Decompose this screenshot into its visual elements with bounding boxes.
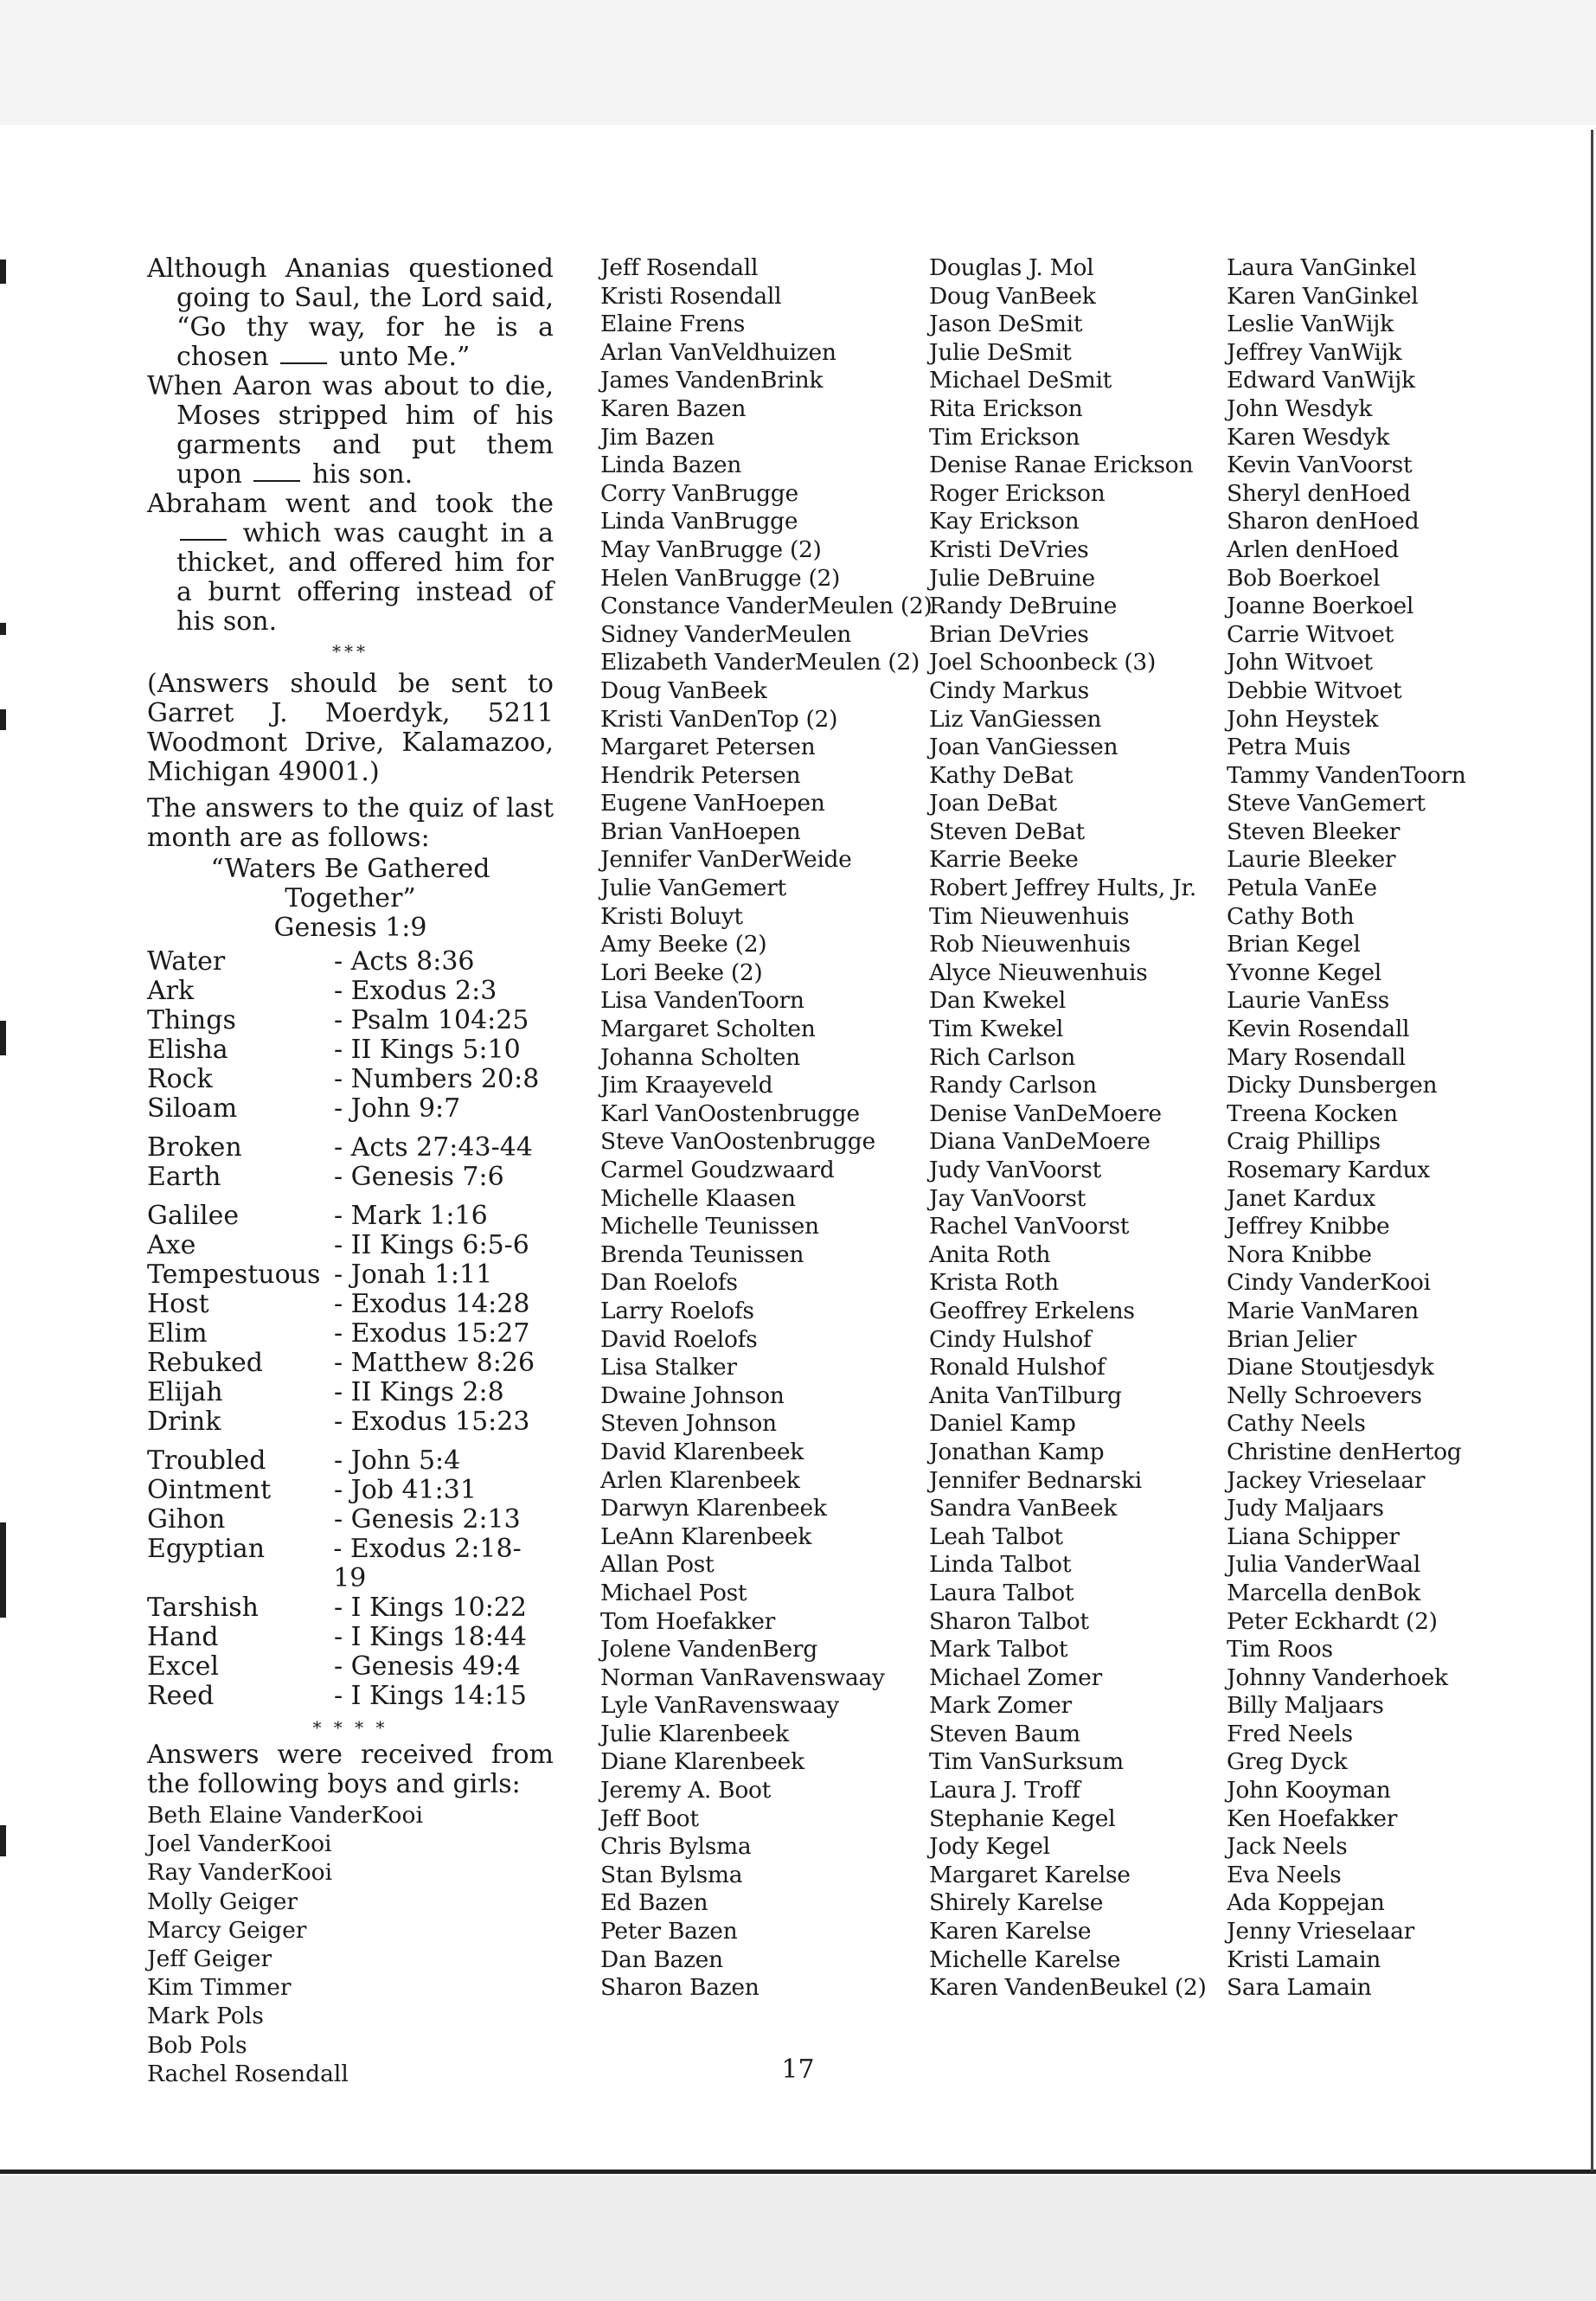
participant-name: Shirely Karelse [929, 1889, 1104, 1917]
participant-name: Kristi Boluyt [600, 902, 743, 930]
participant-name: Daniel Kamp [929, 1410, 1076, 1438]
participant-name: Rachel Rosendall [147, 2060, 349, 2087]
participant-name: Peter Bazen [600, 1918, 738, 1945]
participant-name: Michelle Karelse [929, 1945, 1121, 1973]
participant-name: Lori Beeke (2) [600, 958, 763, 986]
participant-name: Marie VanMaren [1227, 1297, 1419, 1324]
participant-name: Jeremy A. Boot [600, 1777, 771, 1804]
participant-name: Margaret Petersen [600, 734, 816, 761]
participant-name: Dicky Dunsbergen [1227, 1072, 1438, 1099]
participant-name: Steven Bleeker [1227, 817, 1401, 845]
participant-name: Kevin Rosendall [1227, 1016, 1410, 1043]
participant-name: Laura Talbot [929, 1579, 1074, 1606]
participant-name: Steven Johnson [600, 1410, 777, 1438]
participant-name: Amy Beeke (2) [600, 931, 767, 958]
answer-word: Reed [147, 1681, 215, 1711]
answer-word: Broken [147, 1132, 242, 1163]
participant-name: Christine denHertog [1227, 1438, 1462, 1465]
scan-edge-mark [0, 709, 6, 730]
answer-row [147, 1133, 554, 1163]
participant-name: LeAnn Klarenbeek [600, 1522, 812, 1550]
participant-name: Michael Zomer [929, 1663, 1102, 1691]
participant-name: Corry VanBrugge [600, 479, 798, 507]
participant-name: Marcy Geiger [147, 1916, 307, 1944]
participant-name: May VanBrugge (2) [600, 535, 822, 563]
answer-word: Galilee [147, 1201, 240, 1231]
participant-name: Eugene VanHoepen [600, 790, 825, 817]
participant-name: Cathy Both [1227, 902, 1355, 930]
participant-name: Carrie Witvoet [1227, 620, 1394, 648]
last-month-intro: The answers to the quiz of last month are as follows: [147, 793, 554, 853]
participant-name: John Heystek [1227, 705, 1379, 733]
participant-name: Lyle VanRavenswaay [600, 1692, 839, 1720]
participant-name: Brian DeVries [929, 620, 1089, 648]
answer-row [147, 1231, 554, 1260]
participant-name: Helen VanBrugge (2) [600, 564, 841, 592]
participant-name: Stan Bylsma [600, 1861, 743, 1888]
participant-name: Denise VanDeMoere [929, 1099, 1162, 1127]
participant-name: Jay VanVoorst [929, 1184, 1086, 1212]
quiz-title: “Waters Be Gathered Together” [210, 854, 490, 913]
answer-reference: - Exodus 15:23 [334, 1407, 530, 1437]
answer-row [147, 1682, 554, 1711]
participant-name: David Roelofs [600, 1325, 758, 1353]
participant-name: Jennifer VanDerWeide [600, 846, 852, 874]
separator-stars: *** [332, 641, 369, 662]
answer-reference: - I Kings 10:22 [334, 1593, 527, 1623]
participant-name: Marcella denBok [1227, 1579, 1420, 1606]
participant-name: Sara Lamain [1227, 1974, 1372, 2002]
participant-name: Nelly Schroevers [1227, 1381, 1422, 1409]
answer-word: Siloam [147, 1093, 238, 1124]
participant-name: Ronald Hulshof [929, 1354, 1106, 1381]
participant-name: Laurie Bleeker [1227, 846, 1396, 874]
quiz-question-2: When Aaron was about to die, Moses stripped him of his garments and put them upon his son. [147, 371, 554, 490]
answer-word: Elijah [147, 1377, 223, 1407]
participant-name: Karrie Beeke [929, 846, 1079, 874]
participant-name: Denise Ranae Erickson [929, 452, 1194, 479]
participant-name: Jason DeSmit [929, 311, 1083, 338]
participant-name: Randy Carlson [929, 1072, 1097, 1099]
participant-name: Jack Neels [1227, 1833, 1348, 1861]
participant-name: Ada Koppejan [1227, 1889, 1385, 1917]
answer-row [147, 1006, 554, 1035]
participant-name: Jody Kegel [929, 1833, 1050, 1861]
top-margin [0, 0, 1596, 125]
participant-name: Mark Pols [147, 2003, 264, 2030]
answer-reference: - Psalm 104:25 [334, 1005, 529, 1035]
participant-name: Linda VanBrugge [600, 508, 798, 535]
answer-word: Excel [147, 1651, 219, 1682]
participant-name: Chris Bylsma [600, 1833, 752, 1861]
participant-name: Randy DeBruine [929, 593, 1117, 620]
participant-name: John Witvoet [1227, 649, 1373, 676]
participant-name: Elaine Frens [600, 311, 746, 338]
participant-name: Doug VanBeek [600, 676, 767, 704]
bottom-margin [0, 2176, 1596, 2301]
participant-name: Geoffrey Erkelens [929, 1297, 1135, 1324]
participant-name: Diana VanDeMoere [929, 1128, 1151, 1156]
answer-row [147, 1623, 554, 1652]
participant-name: Rita Erickson [929, 394, 1083, 422]
quiz-question-1: Although Ananias questioned going to Saul, the Lord said, “Go thy way, for he is a chosen unto Me.” [147, 253, 554, 372]
participant-name: Michael Post [600, 1579, 747, 1606]
participant-name: Jeff Boot [600, 1804, 699, 1832]
answer-reference: - Acts 8:36 [334, 946, 475, 977]
answer-reference: - John 5:4 [334, 1445, 461, 1476]
participant-name: Dan Bazen [600, 1945, 723, 1973]
participant-name: Michelle Klaasen [600, 1184, 796, 1212]
participant-name: Eva Neels [1227, 1861, 1342, 1888]
answer-row [147, 1652, 554, 1682]
answer-blank [280, 362, 327, 364]
participant-name: Karen Bazen [600, 394, 747, 422]
participant-name: Johnny Vanderhoek [1227, 1663, 1448, 1691]
participant-name: Karl VanOostenbrugge [600, 1099, 860, 1127]
participant-name: Tammy VandenToorn [1227, 761, 1466, 789]
participant-name: Greg Dyck [1227, 1748, 1348, 1776]
participant-name: Joel VanderKooi [147, 1830, 332, 1858]
participant-name: Doug VanBeek [929, 282, 1096, 310]
participant-name: Diane Klarenbeek [600, 1748, 804, 1776]
participant-name: Nora Knibbe [1227, 1240, 1372, 1268]
scan-edge-mark [0, 1825, 6, 1856]
participant-name: Constance VanderMeulen (2) [600, 593, 933, 620]
participant-name: Darwyn Klarenbeek [600, 1495, 827, 1522]
answer-row [147, 1290, 554, 1319]
participant-name: Ray VanderKooi [147, 1859, 333, 1887]
answer-row [147, 1446, 554, 1476]
send-answers-note: (Answers should be sent to Garret J. Moerdyk, 5211 Woodmont Drive, Kalamazoo, Michigan 49001.) [147, 669, 554, 787]
answer-table [147, 947, 554, 1711]
participant-name: Rich Carlson [929, 1043, 1075, 1071]
participant-name: Tim Kwekel [929, 1016, 1064, 1043]
participant-name: Leah Talbot [929, 1522, 1063, 1550]
names-list-1 [147, 1801, 554, 2088]
names-list-2 [600, 254, 933, 2003]
participant-name: Roger Erickson [929, 479, 1106, 507]
answer-reference: - Genesis 7:6 [334, 1162, 504, 1192]
participant-name: Norman VanRavenswaay [600, 1663, 885, 1691]
participant-name: Karen Karelse [929, 1918, 1092, 1945]
participant-name: Rachel VanVoorst [929, 1213, 1130, 1240]
participant-name: Sidney VanderMeulen [600, 620, 852, 648]
answer-row [147, 947, 554, 977]
participant-name: Rob Nieuwenhuis [929, 931, 1131, 958]
answer-reference: - II Kings 5:10 [334, 1035, 521, 1065]
participant-name: Sharon Bazen [600, 1974, 760, 2002]
participant-name: Krista Roth [929, 1269, 1059, 1297]
participant-name: Jim Bazen [600, 423, 715, 451]
answer-word: Ointment [147, 1475, 272, 1505]
participant-name: Liana Schipper [1227, 1522, 1400, 1550]
participant-name: Bob Pols [147, 2031, 247, 2059]
participant-name: Cindy Hulshof [929, 1325, 1092, 1353]
participant-name: Treena Kocken [1227, 1099, 1398, 1127]
scan-edge-mark [0, 260, 6, 284]
answer-word: Elim [147, 1318, 208, 1349]
participant-name: Liz VanGiessen [929, 705, 1102, 733]
answer-word: Elisha [147, 1035, 228, 1065]
participant-name: Diane Stoutjesdyk [1227, 1354, 1434, 1381]
scan-edge-mark [0, 1021, 6, 1055]
answer-word: Things [147, 1005, 236, 1035]
participant-name: Sharon Talbot [929, 1607, 1089, 1635]
participant-name: Beth Elaine VanderKooi [147, 1802, 423, 1829]
participant-name: Stephanie Kegel [929, 1804, 1116, 1832]
participant-name: Alyce Nieuwenhuis [929, 958, 1148, 986]
answer-row [147, 1319, 554, 1349]
participant-name: Steven DeBat [929, 817, 1085, 845]
answer-word: Tempestuous [147, 1259, 321, 1290]
page-bottom-edge [0, 2170, 1596, 2174]
answer-word: Ark [147, 976, 195, 1006]
participant-name: Arlan VanVeldhuizen [600, 338, 836, 366]
participant-name: Sharon denHoed [1227, 508, 1420, 535]
answer-reference: - I Kings 14:15 [334, 1681, 527, 1711]
answer-word: Egyptian [147, 1534, 266, 1564]
participant-name: Judy VanVoorst [929, 1157, 1101, 1183]
participant-name: Cathy Neels [1227, 1410, 1366, 1438]
answer-row [147, 1593, 554, 1623]
participant-name: Joel Schoonbeck (3) [929, 649, 1157, 676]
participant-name: Jackey Vrieselaar [1227, 1466, 1426, 1494]
participant-name: Sheryl denHoed [1227, 479, 1411, 507]
answer-reference: - Matthew 8:26 [334, 1348, 535, 1378]
participant-name: Elizabeth VanderMeulen (2) [600, 649, 920, 676]
answer-word: Axe [147, 1230, 196, 1260]
answer-row [147, 1535, 554, 1593]
participant-name: Mark Zomer [929, 1692, 1072, 1720]
participant-name: Steve VanOostenbrugge [600, 1128, 875, 1156]
answer-reference: - Exodus 2:3 [334, 976, 497, 1006]
participant-name: Tim Roos [1227, 1636, 1333, 1663]
participant-name: Michelle Teunissen [600, 1213, 819, 1240]
participant-name: Craig Phillips [1227, 1128, 1381, 1156]
answer-reference: - Exodus 14:28 [334, 1289, 530, 1319]
participant-name: Kristi Lamain [1227, 1945, 1381, 1973]
participant-name: Karen VandenBeukel (2) [929, 1974, 1207, 2002]
answer-row [147, 1407, 554, 1437]
answer-word: Troubled [147, 1445, 266, 1476]
participant-name: Jenny Vrieselaar [1227, 1918, 1415, 1945]
participant-name: Debbie Witvoet [1227, 676, 1402, 704]
participant-name: Kristi VanDenTop (2) [600, 705, 838, 733]
participant-name: Dan Roelofs [600, 1269, 738, 1297]
answer-row [147, 1349, 554, 1378]
participant-name: Steve VanGemert [1227, 790, 1426, 817]
participant-name: Sandra VanBeek [929, 1495, 1118, 1522]
participant-name: Julie DeSmit [929, 338, 1072, 366]
participant-name: Anita VanTilburg [929, 1381, 1122, 1409]
participant-name: Joan DeBat [929, 790, 1057, 817]
participant-name: Julie Klarenbeek [600, 1720, 789, 1747]
participant-name: Linda Bazen [600, 452, 742, 479]
answer-row [147, 1476, 554, 1505]
participant-name: Petra Muis [1227, 734, 1351, 761]
participant-name: Kevin VanVoorst [1227, 452, 1413, 479]
participant-name: Joan VanGiessen [929, 734, 1118, 761]
answer-reference: - Mark 1:16 [334, 1201, 488, 1231]
quiz-column [147, 254, 554, 2088]
answer-reference: - Job 41:31 [334, 1475, 477, 1505]
participant-name: Jeffrey Knibbe [1227, 1213, 1390, 1240]
participant-name: Peter Eckhardt (2) [1227, 1607, 1438, 1635]
participant-name: Yvonne Kegel [1227, 958, 1381, 986]
participant-name: Julie DeBruine [929, 564, 1095, 592]
participant-name: Tom Hoefakker [600, 1607, 776, 1635]
answer-word: Rock [147, 1064, 213, 1094]
answer-word: Drink [147, 1407, 221, 1437]
participant-name: Cindy Markus [929, 676, 1089, 704]
participant-name: Jeffrey VanWijk [1227, 338, 1402, 366]
participant-name: Karen Wesdyk [1227, 423, 1390, 451]
answer-word: Water [147, 946, 226, 977]
participant-name: Jeff Rosendall [600, 254, 759, 281]
answer-reference: - Jonah 1:11 [334, 1259, 493, 1290]
answer-row [147, 1065, 554, 1094]
answer-reference: - John 9:7 [334, 1093, 461, 1124]
participant-name: Julie VanGemert [600, 875, 786, 902]
participant-name: Leslie VanWijk [1227, 311, 1394, 338]
separator-stars: * * * * [312, 1717, 388, 1738]
answer-reference: - Exodus 2:18-19 [333, 1534, 522, 1593]
participant-name: Janet Kardux [1227, 1184, 1375, 1212]
participant-name: Hendrik Petersen [600, 761, 801, 789]
answer-word: Rebuked [147, 1348, 264, 1378]
participant-name: Julia VanderWaal [1227, 1551, 1420, 1579]
participant-name: Michael DeSmit [929, 367, 1112, 394]
participant-name: Kathy DeBat [929, 761, 1074, 789]
answer-reference: - Exodus 15:27 [334, 1318, 530, 1349]
participant-name: Brenda Teunissen [600, 1240, 804, 1268]
scan-edge-mark [0, 623, 6, 635]
answer-reference: - II Kings 2:8 [334, 1377, 504, 1407]
participant-name: James VandenBrink [600, 367, 824, 394]
answer-row [147, 977, 554, 1006]
participant-name: Cindy VanderKooi [1227, 1269, 1431, 1297]
participant-name: John Kooyman [1227, 1777, 1391, 1804]
participant-name: Mary Rosendall [1227, 1043, 1406, 1071]
participant-name: John Wesdyk [1227, 394, 1373, 422]
participant-name: Kristi Rosendall [600, 282, 782, 310]
participant-name: Margaret Karelse [929, 1861, 1131, 1888]
participant-name: Arlen Klarenbeek [600, 1466, 800, 1494]
participant-name: Fred Neels [1227, 1720, 1353, 1747]
answer-word: Tarshish [147, 1593, 259, 1623]
answer-word: Host [147, 1289, 209, 1319]
answer-row [147, 1505, 554, 1535]
names-list-3 [929, 254, 1227, 2003]
participant-name: Mark Talbot [929, 1636, 1068, 1663]
participant-name: Kristi DeVries [929, 535, 1089, 563]
answer-row [147, 1035, 554, 1065]
participant-name: Tim Nieuwenhuis [929, 902, 1130, 930]
participant-name: Ed Bazen [600, 1889, 708, 1917]
answer-row [147, 1260, 554, 1290]
answer-row [147, 1202, 554, 1231]
participant-name: Margaret Scholten [600, 1016, 816, 1043]
participant-name: Brian VanHoepen [600, 817, 801, 845]
answer-reference: - Acts 27:43-44 [334, 1132, 533, 1163]
participant-name: David Klarenbeek [600, 1438, 804, 1465]
participant-name: Jeff Geiger [147, 1945, 272, 1973]
answer-reference: - Genesis 2:13 [334, 1504, 521, 1535]
participant-name: Karen VanGinkel [1227, 282, 1419, 310]
names-list-4 [1227, 254, 1573, 2003]
answer-reference: - I Kings 18:44 [334, 1622, 527, 1652]
answer-blank [180, 539, 227, 541]
participant-name: Laurie VanEss [1227, 987, 1389, 1015]
participant-name: Bob Boerkoel [1227, 564, 1381, 592]
participant-name: Ken Hoefakker [1227, 1804, 1398, 1832]
participant-name: Petula VanEe [1227, 875, 1377, 902]
participant-name: Laura J. Troff [929, 1777, 1080, 1804]
answer-blank [253, 480, 300, 482]
participant-name: Lisa Stalker [600, 1354, 737, 1381]
answer-reference: - Numbers 20:8 [334, 1064, 540, 1094]
answer-row [147, 1378, 554, 1407]
participant-name: Billy Maljaars [1227, 1692, 1384, 1720]
participant-name: Carmel Goudzwaard [600, 1157, 835, 1183]
answer-row [147, 1094, 554, 1124]
quiz-question-3: Abraham went and took the which was caught in a thicket, and offered him for a burnt offering instead of his son. [147, 489, 554, 637]
participant-name: Jolene VandenBerg [600, 1636, 817, 1663]
participant-name: Dan Kwekel [929, 987, 1066, 1015]
scan-edge-mark [0, 1522, 6, 1618]
participant-name: Anita Roth [929, 1240, 1051, 1268]
quiz-reference: Genesis 1:9 [273, 913, 427, 943]
participant-name: Molly Geiger [147, 1888, 298, 1915]
participant-name: Tim Erickson [929, 423, 1080, 451]
answer-reference: - II Kings 6:5-6 [334, 1230, 529, 1260]
participant-name: Edward VanWijk [1227, 367, 1415, 394]
answer-reference: - Genesis 49:4 [334, 1651, 521, 1682]
page-right-edge [1591, 130, 1593, 2171]
participant-name: Robert Jeffrey Hults, Jr. [929, 875, 1197, 902]
participant-name: Jennifer Bednarski [929, 1466, 1142, 1494]
answer-word: Hand [147, 1622, 219, 1652]
participant-name: Brian Jelier [1227, 1325, 1356, 1353]
participant-name: Joanne Boerkoel [1227, 593, 1414, 620]
participant-name: Douglas J. Mol [929, 254, 1094, 281]
participant-name: Jonathan Kamp [929, 1438, 1105, 1465]
participant-name: Brian Kegel [1227, 931, 1361, 958]
participant-name: Lisa VandenToorn [600, 987, 804, 1015]
participant-name: Steven Baum [929, 1720, 1080, 1747]
participant-name: Tim VanSurksum [929, 1748, 1124, 1776]
participant-name: Judy Maljaars [1227, 1495, 1384, 1522]
participant-name: Dwaine Johnson [600, 1381, 785, 1409]
participant-name: Laura VanGinkel [1227, 254, 1417, 281]
answer-row [147, 1163, 554, 1192]
participant-name: Johanna Scholten [600, 1043, 800, 1071]
page-number: 17 [781, 2054, 815, 2085]
participant-name: Arlen denHoed [1227, 535, 1399, 563]
participant-name: Jim Kraayeveld [600, 1072, 773, 1099]
participant-name: Kim Timmer [147, 1974, 292, 2002]
answer-word: Earth [147, 1162, 221, 1192]
answer-word: Gihon [147, 1504, 226, 1535]
participant-name: Kay Erickson [929, 508, 1080, 535]
received-intro: Answers were received from the following boys and girls: [147, 1740, 554, 1799]
participant-name: Allan Post [600, 1551, 715, 1579]
participant-name: Rosemary Kardux [1227, 1157, 1430, 1183]
participant-name: Larry Roelofs [600, 1297, 754, 1324]
participant-name: Linda Talbot [929, 1551, 1072, 1579]
